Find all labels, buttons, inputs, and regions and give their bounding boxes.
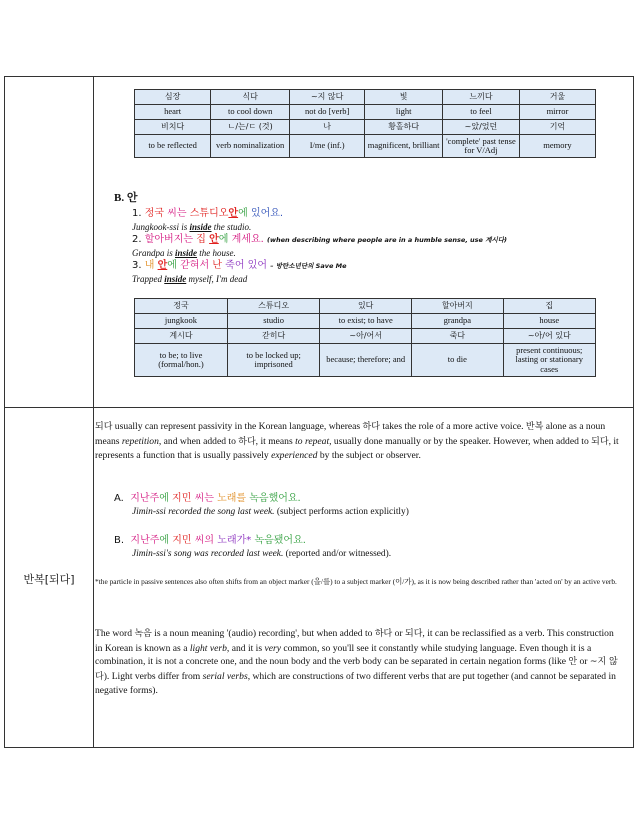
word: 에 xyxy=(238,208,248,219)
word: 지민 xyxy=(172,535,192,546)
para-text: or xyxy=(577,656,590,667)
para-text: takes the role of a more active voice. xyxy=(379,421,526,432)
word: 에 xyxy=(159,493,169,504)
example-sentence-3 xyxy=(132,259,614,273)
word: 녹음했어요. xyxy=(249,493,301,504)
example-sentence-1 xyxy=(132,207,614,221)
word: 정국 xyxy=(144,208,165,219)
table-cell: verb nominalization xyxy=(211,135,290,158)
word: 갇혀서 xyxy=(180,260,210,271)
table-cell: 심장 xyxy=(135,90,211,105)
table-row xyxy=(135,135,596,158)
table-cell: 집 xyxy=(503,299,596,314)
song-reference: – 방탄소년단의 Save Me xyxy=(270,262,347,270)
para-text: repetition xyxy=(121,435,159,447)
footnote: *the particle in passive sentences also often shifts from an object marker (을/를) to a subject marker (이/가), as it is now being described rather than 'acted on' by an active verb. xyxy=(95,577,617,586)
translation-text: inside xyxy=(164,274,187,284)
table-row xyxy=(135,120,596,135)
para-text: experienced xyxy=(271,450,318,461)
para-text: or xyxy=(392,628,406,639)
translation-1 xyxy=(132,221,614,233)
para-text: serial verbs xyxy=(202,670,248,682)
sentence-number: 2. xyxy=(132,234,142,245)
example-a-sentence xyxy=(114,492,614,506)
table-cell: to die xyxy=(412,344,503,377)
table-cell: to exist; to have xyxy=(320,314,412,329)
para-text: 하다 xyxy=(374,629,393,639)
table-cell: magnificent, brilliant xyxy=(365,135,443,158)
table-row xyxy=(135,314,596,329)
word: 지민 xyxy=(172,493,192,504)
table-cell: memory xyxy=(519,135,595,158)
table-cell: to be; to live (formal/hon.) xyxy=(135,344,228,377)
row-divider xyxy=(5,407,633,408)
table-cell: 'complete' past tense for V/Adj xyxy=(443,135,520,158)
word: 씨의 xyxy=(194,535,215,546)
table-cell: 느끼다 xyxy=(443,90,520,105)
word: 할아버지는 xyxy=(144,234,194,245)
word: 노래가* xyxy=(217,535,252,546)
word: 안 xyxy=(209,234,219,245)
example-note: (subject performs action explicitly) xyxy=(274,507,409,517)
example-b xyxy=(114,534,614,561)
word: 있어 xyxy=(247,260,267,271)
translation-text: Jungkook-ssi is xyxy=(132,222,190,232)
para-text: ~지 않다 xyxy=(95,657,618,682)
light-verb-explanation xyxy=(95,627,623,698)
table-cell: I/me (inf.) xyxy=(290,135,365,158)
para-text: , and it is xyxy=(226,642,265,654)
para-text: , and when added to xyxy=(158,435,239,447)
example-label: B. xyxy=(114,535,125,546)
table-cell: present continuous; lasting or stationary cases xyxy=(503,344,596,377)
table-cell: light xyxy=(365,105,443,120)
table-cell: ~아/어 있다 xyxy=(503,329,596,344)
para-text: 안 xyxy=(568,657,578,667)
table-cell: to be reflected xyxy=(135,135,211,158)
table-cell: not do [verb] xyxy=(290,105,365,120)
table-cell: ~지 않다 xyxy=(290,90,365,105)
word: 에 xyxy=(167,260,177,271)
table-cell: to be locked up; imprisoned xyxy=(227,344,319,377)
example-a xyxy=(114,492,614,519)
translation-text: Jimin-ssi's song was recorded last week. xyxy=(132,549,284,559)
translation-2 xyxy=(132,247,614,259)
para-text: 되다 xyxy=(405,629,423,639)
usage-note: (when describing where people are in a humble sense, use 계시다) xyxy=(266,236,508,244)
word: 지난주 xyxy=(130,493,160,504)
example-a-translation xyxy=(132,506,614,519)
table-cell: 빛 xyxy=(365,90,443,105)
word: 에 xyxy=(218,234,229,245)
table-cell: 있다 xyxy=(320,299,412,314)
para-text: alone as a noun means xyxy=(95,421,606,447)
table-cell: 스튜디오 xyxy=(227,299,319,314)
example-label: A. xyxy=(114,493,124,504)
table-cell: 정국 xyxy=(135,299,228,314)
table-cell: grandpa xyxy=(412,314,503,329)
para-text: , usually done manually or by the speaker. However, when added to xyxy=(329,435,592,447)
passivity-explanation xyxy=(95,420,623,463)
para-text: 반복 xyxy=(525,422,544,432)
example-b-translation xyxy=(132,548,614,561)
word: 집 xyxy=(196,234,206,245)
section-b xyxy=(114,189,614,285)
vocab-table-1 xyxy=(134,89,596,158)
translation-3 xyxy=(132,273,614,285)
para-text: , it represents a function that is usually passively xyxy=(95,435,619,461)
column-divider xyxy=(93,77,94,747)
table-row xyxy=(135,90,596,105)
translation-text: the house. xyxy=(197,248,236,258)
para-text: common, so you'll see it constantly while studying language. Even though it is a combination, it is not a concrete one, and the noun body and the verb body can be separated in certain negation forms (like xyxy=(95,642,592,667)
para-text: 되다 xyxy=(591,436,609,447)
word: 있어요. xyxy=(250,208,284,219)
table-cell: 비치다 xyxy=(135,120,211,135)
table-cell: 황홀하다 xyxy=(365,120,443,135)
word: 난 xyxy=(212,260,222,271)
table-row xyxy=(135,344,596,377)
para-text: very xyxy=(264,642,281,654)
table-cell: because; therefore; and xyxy=(320,344,412,377)
word: 씨는 xyxy=(194,493,214,504)
example-b-sentence xyxy=(114,534,614,548)
example-sentence-2 xyxy=(132,233,614,247)
para-text: to repeat xyxy=(295,435,330,447)
para-text: by the subject or observer. xyxy=(317,450,421,461)
word: 스튜디오 xyxy=(189,208,229,219)
section-b-label: B. xyxy=(114,192,125,204)
table-cell: house xyxy=(503,314,596,329)
word: 지난주 xyxy=(130,535,160,546)
translation-text: Jimin-ssi recorded the song last week. xyxy=(132,507,275,517)
word: 계세요. xyxy=(231,234,264,245)
table-cell: 죽다 xyxy=(412,329,503,344)
word: 내 xyxy=(144,260,155,271)
word: 죽어 xyxy=(225,260,245,271)
para-text: 되다 xyxy=(95,422,113,432)
para-text: 녹음 xyxy=(134,629,152,639)
translation-text: inside xyxy=(175,248,198,258)
table-cell: mirror xyxy=(519,105,595,120)
para-text: ). Light verbs differ from xyxy=(103,670,203,682)
word: 안 xyxy=(157,260,168,271)
table-cell: 나 xyxy=(290,120,365,135)
example-note: (reported and/or witnessed). xyxy=(283,549,392,559)
sentence-number: 1. xyxy=(132,208,142,219)
table-cell: jungkook xyxy=(135,314,228,329)
section-b-title: 안 xyxy=(126,191,138,204)
translation-text: Trapped xyxy=(132,274,165,284)
section-b-header xyxy=(114,189,614,205)
table-cell: heart xyxy=(135,105,211,120)
table-cell: 할아버지 xyxy=(412,299,503,314)
table-cell: 거울 xyxy=(519,90,595,105)
word: 씨는 xyxy=(167,208,187,219)
table-cell: studio xyxy=(227,314,319,329)
para-text: usually can represent passivity in the Korean language, whereas xyxy=(112,421,363,432)
table-row xyxy=(135,329,596,344)
table-cell: ~았/었던 xyxy=(443,120,520,135)
sentence-number: 3. xyxy=(132,260,142,271)
translation-text: Grandpa is xyxy=(132,248,176,258)
para-text: , which are constructions of two different verbs that are put together (and cannot be separated in negative forms). xyxy=(95,670,616,696)
table-cell: to cool down xyxy=(211,105,290,120)
translation-text: the studio. xyxy=(211,222,252,232)
table-cell: 기억 xyxy=(519,120,595,135)
para-text: is a noun meaning '(audio) recording', but when added to xyxy=(151,628,375,639)
word: 에 xyxy=(159,535,170,546)
para-text: , it means xyxy=(255,435,296,447)
word: 안 xyxy=(228,208,239,219)
table-cell: 식다 xyxy=(211,90,290,105)
row-label: 반복[되다] xyxy=(23,573,75,586)
para-text: 하다 xyxy=(238,436,256,447)
para-text: 하다 xyxy=(362,422,380,432)
para-text: The word xyxy=(95,628,135,639)
translation-text: myself, I'm dead xyxy=(186,274,248,284)
word: 노래를 xyxy=(217,493,247,504)
table-cell: ㄴ/는/ㄷ (것) xyxy=(211,120,290,135)
table-cell: ~아/어서 xyxy=(320,329,412,344)
table-row xyxy=(135,299,596,314)
word: 녹음됐어요. xyxy=(254,535,306,546)
table-cell: 갇히다 xyxy=(227,329,319,344)
translation-text: inside xyxy=(189,222,212,232)
table-cell: 계시다 xyxy=(135,329,228,344)
para-text: light verb xyxy=(189,642,227,654)
vocab-table-2 xyxy=(134,298,596,377)
table-cell: to feel xyxy=(443,105,520,120)
para-text: , it can be reclassified as a verb. This construction in Korean is known as a xyxy=(95,628,614,654)
table-row xyxy=(135,105,596,120)
